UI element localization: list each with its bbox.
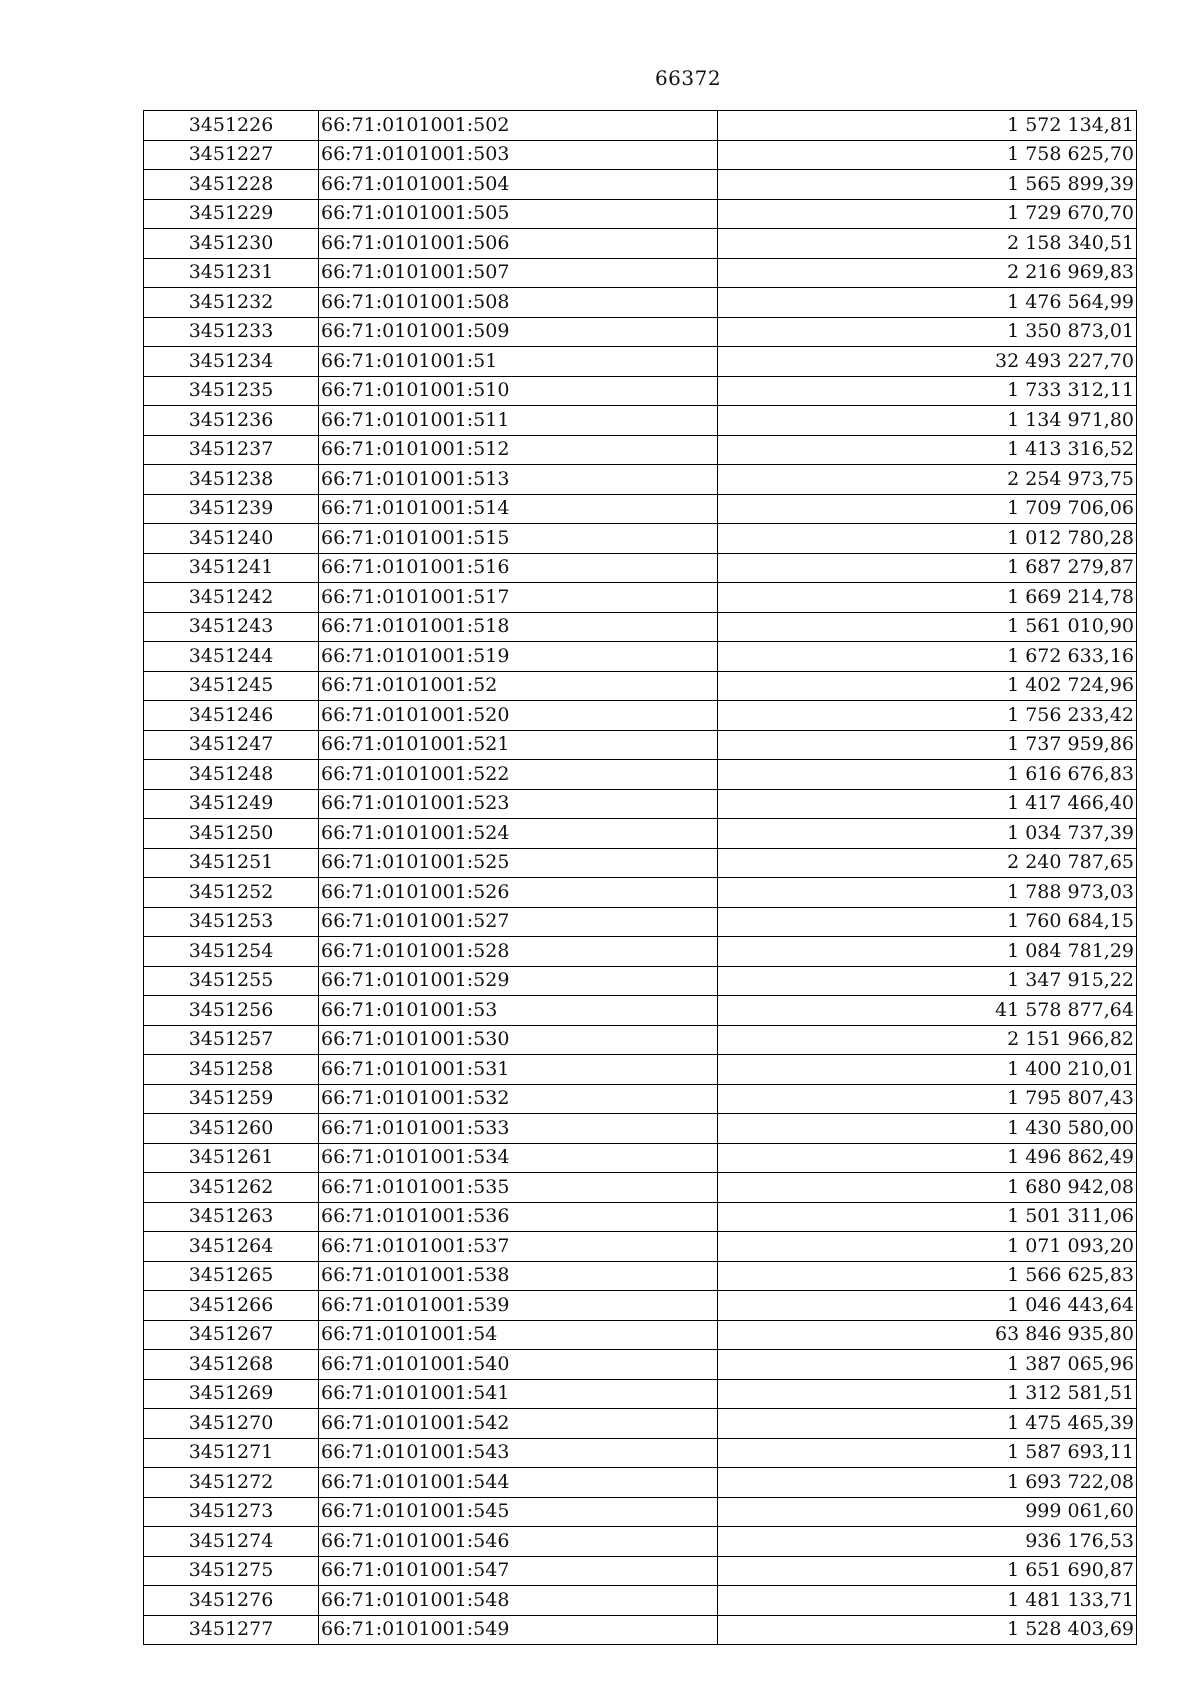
row-id-cell: 3451272 [144,1468,319,1498]
row-id-cell: 3451277 [144,1615,319,1645]
cadastral-number-cell: 66:71:0101001:502 [319,111,718,141]
cadastral-number-cell: 66:71:0101001:547 [319,1556,718,1586]
cadastral-value-cell: 1 756 233,42 [718,701,1137,731]
table-row [144,465,1137,495]
cadastral-value-cell: 1 788 973,03 [718,878,1137,908]
cadastral-value-cell: 1 760 684,15 [718,907,1137,937]
row-id-cell: 3451266 [144,1291,319,1321]
cadastral-number-cell: 66:71:0101001:533 [319,1114,718,1144]
cadastral-number-cell: 66:71:0101001:544 [319,1468,718,1498]
cadastral-value-cell: 1 758 625,70 [718,140,1137,170]
cadastral-value-cell: 63 846 935,80 [718,1320,1137,1350]
cadastral-number-cell: 66:71:0101001:548 [319,1586,718,1616]
cadastral-number-cell: 66:71:0101001:54 [319,1320,718,1350]
cadastral-value-cell: 1 672 633,16 [718,642,1137,672]
cadastral-value-cell: 1 616 676,83 [718,760,1137,790]
table-row [144,1261,1137,1291]
row-id-cell: 3451240 [144,524,319,554]
row-id-cell: 3451238 [144,465,319,495]
page-number: 66372 [654,66,722,90]
cadastral-number-cell: 66:71:0101001:531 [319,1055,718,1085]
cadastral-value-cell: 1 572 134,81 [718,111,1137,141]
cadastral-value-cell: 2 240 787,65 [718,848,1137,878]
cadastral-value-cell: 1 496 862,49 [718,1143,1137,1173]
row-id-cell: 3451247 [144,730,319,760]
table-row [144,199,1137,229]
cadastral-value-cell: 999 061,60 [718,1497,1137,1527]
table-row [144,1379,1137,1409]
cadastral-number-cell: 66:71:0101001:540 [319,1350,718,1380]
cadastral-number-cell: 66:71:0101001:545 [319,1497,718,1527]
cadastral-value-cell: 1 733 312,11 [718,376,1137,406]
row-id-cell: 3451249 [144,789,319,819]
cadastral-number-cell: 66:71:0101001:539 [319,1291,718,1321]
table-row [144,848,1137,878]
table-row [144,819,1137,849]
table-row [144,1497,1137,1527]
cadastral-value-cell: 32 493 227,70 [718,347,1137,377]
cadastral-value-cell: 1 669 214,78 [718,583,1137,613]
cadastral-number-cell: 66:71:0101001:526 [319,878,718,908]
cadastral-number-cell: 66:71:0101001:527 [319,907,718,937]
cadastral-number-cell: 66:71:0101001:543 [319,1438,718,1468]
row-id-cell: 3451236 [144,406,319,436]
table-row [144,435,1137,465]
cadastral-number-cell: 66:71:0101001:519 [319,642,718,672]
row-id-cell: 3451244 [144,642,319,672]
row-id-cell: 3451260 [144,1114,319,1144]
cadastral-value-cell: 1 481 133,71 [718,1586,1137,1616]
table-row [144,789,1137,819]
row-id-cell: 3451233 [144,317,319,347]
table-row [144,406,1137,436]
row-id-cell: 3451261 [144,1143,319,1173]
table-row [144,1468,1137,1498]
row-id-cell: 3451262 [144,1173,319,1203]
cadastral-number-cell: 66:71:0101001:514 [319,494,718,524]
cadastral-number-cell: 66:71:0101001:504 [319,170,718,200]
row-id-cell: 3451248 [144,760,319,790]
cadastral-number-cell: 66:71:0101001:510 [319,376,718,406]
cadastral-number-cell: 66:71:0101001:523 [319,789,718,819]
table-row [144,317,1137,347]
table-row [144,996,1137,1026]
cadastral-value-cell: 1 476 564,99 [718,288,1137,318]
table-row [144,1202,1137,1232]
table-row [144,347,1137,377]
row-id-cell: 3451226 [144,111,319,141]
cadastral-value-cell: 1 034 737,39 [718,819,1137,849]
row-id-cell: 3451246 [144,701,319,731]
cadastral-number-cell: 66:71:0101001:537 [319,1232,718,1262]
cadastral-value-cell: 1 565 899,39 [718,170,1137,200]
row-id-cell: 3451259 [144,1084,319,1114]
cadastral-number-cell: 66:71:0101001:511 [319,406,718,436]
cadastral-value-cell: 936 176,53 [718,1527,1137,1557]
row-id-cell: 3451237 [144,435,319,465]
cadastral-value-cell: 1 709 706,06 [718,494,1137,524]
table-row [144,1556,1137,1586]
table-row [144,1320,1137,1350]
cadastral-value-cell: 1 347 915,22 [718,966,1137,996]
row-id-cell: 3451239 [144,494,319,524]
row-id-cell: 3451231 [144,258,319,288]
table-row [144,730,1137,760]
cadastral-value-cell: 1 737 959,86 [718,730,1137,760]
table-row [144,229,1137,259]
cadastral-value-cell: 1 687 279,87 [718,553,1137,583]
cadastral-value-cell: 1 729 670,70 [718,199,1137,229]
row-id-cell: 3451228 [144,170,319,200]
table-row [144,701,1137,731]
row-id-cell: 3451257 [144,1025,319,1055]
table-row [144,1143,1137,1173]
cadastral-number-cell: 66:71:0101001:525 [319,848,718,878]
cadastral-number-cell: 66:71:0101001:515 [319,524,718,554]
table-row [144,1055,1137,1085]
row-id-cell: 3451270 [144,1409,319,1439]
cadastral-value-cell: 1 387 065,96 [718,1350,1137,1380]
row-id-cell: 3451267 [144,1320,319,1350]
cadastral-value-table [143,110,1137,1645]
row-id-cell: 3451273 [144,1497,319,1527]
table-row [144,376,1137,406]
table-row [144,671,1137,701]
table-row [144,170,1137,200]
cadastral-value-cell: 1 587 693,11 [718,1438,1137,1468]
cadastral-value-cell: 1 084 781,29 [718,937,1137,967]
cadastral-value-cell: 1 012 780,28 [718,524,1137,554]
row-id-cell: 3451229 [144,199,319,229]
cadastral-number-cell: 66:71:0101001:524 [319,819,718,849]
table-row [144,1615,1137,1645]
cadastral-value-cell: 1 528 403,69 [718,1615,1137,1645]
table-row [144,1084,1137,1114]
table-row [144,553,1137,583]
table-row [144,111,1137,141]
row-id-cell: 3451265 [144,1261,319,1291]
row-id-cell: 3451252 [144,878,319,908]
cadastral-value-cell: 1 402 724,96 [718,671,1137,701]
table-row [144,1173,1137,1203]
table-row [144,907,1137,937]
row-id-cell: 3451230 [144,229,319,259]
cadastral-value-cell: 1 501 311,06 [718,1202,1137,1232]
cadastral-number-cell: 66:71:0101001:508 [319,288,718,318]
row-id-cell: 3451250 [144,819,319,849]
row-id-cell: 3451276 [144,1586,319,1616]
cadastral-value-cell: 1 561 010,90 [718,612,1137,642]
cadastral-number-cell: 66:71:0101001:538 [319,1261,718,1291]
cadastral-number-cell: 66:71:0101001:509 [319,317,718,347]
cadastral-number-cell: 66:71:0101001:522 [319,760,718,790]
table-row [144,1291,1137,1321]
cadastral-value-cell: 1 417 466,40 [718,789,1137,819]
row-id-cell: 3451269 [144,1379,319,1409]
table-row [144,258,1137,288]
table-row [144,1114,1137,1144]
row-id-cell: 3451258 [144,1055,319,1085]
cadastral-number-cell: 66:71:0101001:534 [319,1143,718,1173]
cadastral-number-cell: 66:71:0101001:517 [319,583,718,613]
table-row [144,494,1137,524]
row-id-cell: 3451227 [144,140,319,170]
table-row [144,1586,1137,1616]
cadastral-value-cell: 1 693 722,08 [718,1468,1137,1498]
table-body [144,111,1137,1645]
cadastral-number-cell: 66:71:0101001:503 [319,140,718,170]
cadastral-number-cell: 66:71:0101001:542 [319,1409,718,1439]
table-row [144,966,1137,996]
cadastral-value-cell: 1 566 625,83 [718,1261,1137,1291]
table-row [144,1025,1137,1055]
cadastral-value-cell: 41 578 877,64 [718,996,1137,1026]
table-row [144,288,1137,318]
cadastral-number-cell: 66:71:0101001:520 [319,701,718,731]
cadastral-number-cell: 66:71:0101001:532 [319,1084,718,1114]
row-id-cell: 3451242 [144,583,319,613]
row-id-cell: 3451245 [144,671,319,701]
cadastral-value-cell: 2 151 966,82 [718,1025,1137,1055]
row-id-cell: 3451235 [144,376,319,406]
cadastral-value-cell: 1 475 465,39 [718,1409,1137,1439]
cadastral-value-cell: 1 312 581,51 [718,1379,1137,1409]
cadastral-number-cell: 66:71:0101001:528 [319,937,718,967]
cadastral-number-cell: 66:71:0101001:512 [319,435,718,465]
table-row [144,1350,1137,1380]
cadastral-number-cell: 66:71:0101001:53 [319,996,718,1026]
cadastral-number-cell: 66:71:0101001:529 [319,966,718,996]
row-id-cell: 3451241 [144,553,319,583]
cadastral-value-cell: 2 158 340,51 [718,229,1137,259]
table-row [144,1527,1137,1557]
row-id-cell: 3451256 [144,996,319,1026]
cadastral-number-cell: 66:71:0101001:516 [319,553,718,583]
table-row [144,1438,1137,1468]
cadastral-number-cell: 66:71:0101001:541 [319,1379,718,1409]
row-id-cell: 3451253 [144,907,319,937]
cadastral-number-cell: 66:71:0101001:546 [319,1527,718,1557]
cadastral-number-cell: 66:71:0101001:52 [319,671,718,701]
row-id-cell: 3451264 [144,1232,319,1262]
cadastral-value-cell: 1 430 580,00 [718,1114,1137,1144]
cadastral-value-cell: 1 350 873,01 [718,317,1137,347]
cadastral-number-cell: 66:71:0101001:535 [319,1173,718,1203]
cadastral-number-cell: 66:71:0101001:506 [319,229,718,259]
row-id-cell: 3451271 [144,1438,319,1468]
table-row [144,583,1137,613]
row-id-cell: 3451234 [144,347,319,377]
cadastral-value-cell: 1 413 316,52 [718,435,1137,465]
table-row [144,878,1137,908]
table-row [144,612,1137,642]
row-id-cell: 3451268 [144,1350,319,1380]
cadastral-number-cell: 66:71:0101001:521 [319,730,718,760]
cadastral-number-cell: 66:71:0101001:518 [319,612,718,642]
cadastral-value-cell: 1 134 971,80 [718,406,1137,436]
cadastral-value-cell: 1 680 942,08 [718,1173,1137,1203]
row-id-cell: 3451255 [144,966,319,996]
row-id-cell: 3451254 [144,937,319,967]
table-row [144,937,1137,967]
row-id-cell: 3451263 [144,1202,319,1232]
cadastral-value-cell: 2 216 969,83 [718,258,1137,288]
row-id-cell: 3451232 [144,288,319,318]
row-id-cell: 3451274 [144,1527,319,1557]
cadastral-number-cell: 66:71:0101001:513 [319,465,718,495]
cadastral-number-cell: 66:71:0101001:507 [319,258,718,288]
cadastral-number-cell: 66:71:0101001:51 [319,347,718,377]
table-row [144,642,1137,672]
row-id-cell: 3451243 [144,612,319,642]
table-row [144,1409,1137,1439]
row-id-cell: 3451251 [144,848,319,878]
table-row [144,1232,1137,1262]
cadastral-value-cell: 1 651 690,87 [718,1556,1137,1586]
cadastral-number-cell: 66:71:0101001:536 [319,1202,718,1232]
cadastral-value-cell: 1 795 807,43 [718,1084,1137,1114]
cadastral-value-cell: 2 254 973,75 [718,465,1137,495]
cadastral-value-cell: 1 400 210,01 [718,1055,1137,1085]
cadastral-value-cell: 1 046 443,64 [718,1291,1137,1321]
row-id-cell: 3451275 [144,1556,319,1586]
table-row [144,524,1137,554]
table-row [144,140,1137,170]
cadastral-number-cell: 66:71:0101001:530 [319,1025,718,1055]
cadastral-number-cell: 66:71:0101001:549 [319,1615,718,1645]
cadastral-value-cell: 1 071 093,20 [718,1232,1137,1262]
table-row [144,760,1137,790]
cadastral-number-cell: 66:71:0101001:505 [319,199,718,229]
